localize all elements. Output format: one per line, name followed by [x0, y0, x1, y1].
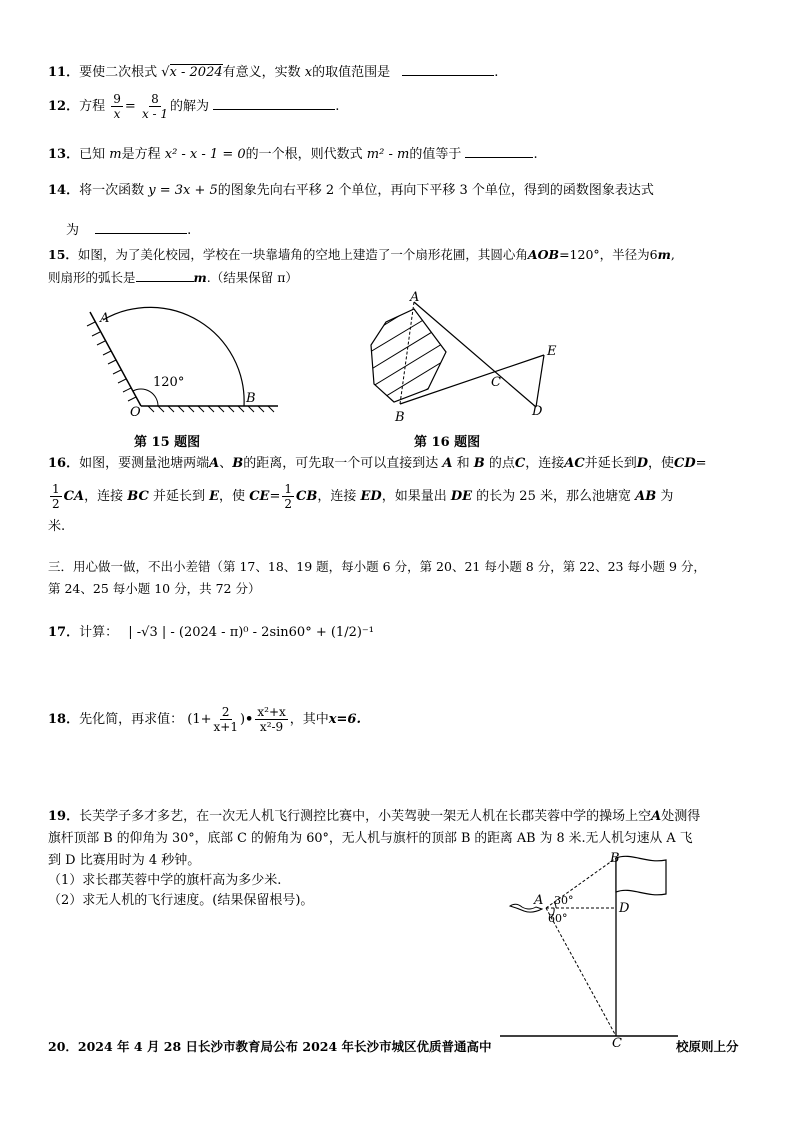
- figure-19: [496, 850, 686, 1050]
- q13-text-d: 的值等于: [409, 147, 462, 162]
- q15-unit-2: m: [193, 270, 207, 285]
- fig19-angle-30: 30°: [554, 894, 574, 907]
- q18-frac1-den: x+1: [213, 720, 238, 734]
- q18-dot: •: [245, 712, 254, 727]
- q14-text-b: 的图象先向右平移 2 个单位，再向下平移 3 个单位，得到的函数图象表达式: [217, 183, 654, 198]
- q16-frac2-den: 2: [284, 497, 292, 511]
- question-19-line2: 旗杆顶部 B 的仰角为 30°，底部 C 的俯角为 60°，无人机与旗杆的顶部 B 的距离 AB 为 8 米.无人机匀速从 A 飞: [48, 831, 693, 846]
- section-3-heading-line2: 第 24、25 每小题 10 分，共 72 分）: [48, 581, 261, 596]
- fig15-label-b: B: [246, 391, 256, 406]
- q19-subquestion-1: （1）求长郡芙蓉中学的旗杆高为多少米.: [48, 873, 282, 888]
- q16-ed: ED: [360, 489, 382, 504]
- q11-sqrt: √x - 2024: [161, 65, 223, 80]
- fig16-label-e: E: [547, 344, 557, 359]
- fig15-label-a: A: [100, 311, 110, 326]
- q13-text-b: 是方程: [121, 147, 161, 162]
- q16-ac: AC: [564, 456, 585, 471]
- fig15-caption: 第 15 题图: [134, 435, 201, 450]
- question-12: [48, 92, 339, 121]
- q18-number: 18．: [48, 712, 80, 727]
- question-17: [48, 624, 374, 642]
- q16-t2a: ，连接: [84, 489, 124, 504]
- q16-b2: B: [473, 456, 485, 471]
- fig19-label-c: C: [612, 1036, 622, 1050]
- q16-frac1-num: 1: [52, 482, 60, 496]
- q13-text-a: 已知: [79, 147, 106, 162]
- q13-number: 13．: [48, 147, 80, 162]
- q16-t2h: 为: [660, 489, 674, 504]
- q20-tail-text: 校原则上分: [676, 1039, 739, 1054]
- q11-text-b: 有意义，实数: [222, 65, 301, 80]
- q15-text-2a: 则扇形的弧长是: [48, 270, 136, 285]
- q16-frac1-den: 2: [52, 497, 60, 511]
- question-13: [48, 144, 538, 164]
- q14-text-a: 将一次函数: [79, 183, 145, 198]
- q16-t1e: ，连接: [525, 456, 565, 471]
- q19-a: A: [651, 809, 662, 824]
- q15-text-1: 如图，为了美化校园，学校在一块靠墙角的空地上建造了一个扇形花圃，其圆心角: [77, 247, 528, 262]
- q16-d: D: [636, 456, 649, 471]
- q19-line1: 长芙学子多才多艺，在一次无人机飞行测控比赛中，小芙驾驶一架无人机在长郡芙蓉中学的操场上空: [79, 809, 652, 824]
- q11-text-c: 的取值范围是: [312, 65, 391, 80]
- q19-number: 19．: [48, 809, 80, 824]
- q12-f2-num: 8: [151, 92, 159, 106]
- q12-text-b: 的解为: [170, 99, 210, 114]
- q16-frac-1: [50, 482, 62, 511]
- q12-answer-blank[interactable]: [213, 96, 335, 110]
- question-16: [48, 455, 707, 473]
- question-16-line2: [48, 482, 673, 511]
- q18-frac-2: [255, 705, 287, 734]
- q16-t2d: =: [269, 489, 281, 504]
- question-19: [48, 808, 700, 826]
- q17-text-a: 计算：: [79, 625, 119, 640]
- fig15-label-o: O: [130, 405, 141, 420]
- q12-f1-num: 9: [113, 92, 121, 106]
- question-16-line3: 米.: [48, 519, 66, 534]
- q16-de: DE: [450, 489, 473, 504]
- q12-f2-den: x - 1: [141, 107, 169, 121]
- q13-var-m: m: [109, 147, 122, 162]
- q18-frac-1: [214, 705, 238, 734]
- question-15-line2: [48, 268, 298, 287]
- q14-end: .: [187, 223, 192, 238]
- q16-ce: CE: [249, 489, 270, 504]
- q16-t2g: 的长为 25 米，那么池塘宽: [476, 489, 631, 504]
- q16-t2b: 并延长到: [152, 489, 205, 504]
- q15-text-2c: .（结果保留 π）: [206, 270, 298, 285]
- q15-text-1b: =120°，半径为6: [559, 247, 658, 262]
- q16-bc: BC: [127, 489, 149, 504]
- q13-expression: m² - m: [366, 147, 410, 162]
- q16-t1f: 并延长到: [584, 456, 637, 471]
- fig16-label-d: D: [532, 404, 543, 419]
- q19-line1b: 处测得: [661, 809, 701, 824]
- fig16-label-c: C: [491, 375, 501, 390]
- q14-function: y = 3x + 5: [148, 183, 218, 198]
- q11-answer-blank[interactable]: [402, 62, 494, 76]
- fig16-label-a: A: [410, 290, 420, 305]
- q12-f1-den: x: [113, 107, 121, 121]
- q18-condition: x=6.: [328, 712, 361, 727]
- question-18: [48, 705, 361, 734]
- q16-t1c: 和: [456, 456, 470, 471]
- q15-number: 15．: [48, 247, 78, 262]
- q14-number: 14．: [48, 183, 80, 198]
- q16-e: E: [209, 489, 220, 504]
- q16-t1h: =: [695, 456, 707, 471]
- q15-unit: m: [657, 247, 671, 262]
- q15-aob: AOB: [527, 247, 560, 262]
- q16-t1b: 的距离，可先取一个可以直接到达: [243, 456, 439, 471]
- fig19-label-a: A: [534, 893, 544, 908]
- q17-number: 17．: [48, 625, 80, 640]
- question-15: [48, 246, 675, 264]
- figure-15: [78, 300, 288, 425]
- q14-answer-blank[interactable]: [95, 220, 187, 234]
- q16-c: C: [514, 456, 526, 471]
- question-20: [48, 1038, 492, 1056]
- q16-a2: A: [442, 456, 453, 471]
- q16-t2f: ，如果量出: [381, 489, 447, 504]
- q18-text-a: 先化简，再求值：: [79, 712, 184, 727]
- fig15-angle: 120°: [153, 375, 185, 390]
- question-14-line2: [66, 220, 191, 240]
- q11-radicand: x - 2024: [169, 65, 223, 80]
- q12-text-a: 方程: [79, 99, 106, 114]
- q18-frac2-den: x²-9: [259, 720, 284, 734]
- q12-fraction-1: [111, 92, 123, 121]
- q16-frac-2: [282, 482, 294, 511]
- q13-end: .: [533, 147, 538, 162]
- q18-frac2-num: x²+x: [257, 705, 286, 719]
- q16-frac2-num: 1: [284, 482, 292, 496]
- q18-text-b: ，其中: [289, 712, 329, 727]
- q13-equation: x² - x - 1 = 0: [164, 147, 246, 162]
- q16-cd: CD: [674, 456, 696, 471]
- q16-number: 16．: [48, 456, 80, 471]
- q16-t1d: 的点: [488, 456, 515, 471]
- fig19-label-d: D: [619, 901, 630, 916]
- question-11: [48, 62, 498, 82]
- fig16-caption: 第 16 题图: [414, 435, 481, 450]
- q12-fraction-2: [142, 92, 168, 121]
- q18-paren-open: (1+: [187, 712, 212, 727]
- q20-text: 20．2024 年 4 月 28 日长沙市教育局公布 2024 年长沙市城区优质普通高中: [48, 1039, 492, 1054]
- q16-t1: 如图，要测量池塘两端: [79, 456, 210, 471]
- q16-cb: CB: [296, 489, 318, 504]
- q19-subquestion-2: （2）求无人机的飞行速度。(结果保留根号)。: [48, 893, 314, 908]
- q17-expression: | -√3 | - (2024 - π)⁰ - 2sin60° + (1/2)⁻¹: [128, 625, 374, 640]
- q16-a: A: [209, 456, 220, 471]
- fig16-label-b: B: [395, 410, 405, 423]
- q13-answer-blank[interactable]: [465, 144, 533, 158]
- q18-paren-close: ): [239, 712, 246, 727]
- q16-ab: AB: [635, 489, 657, 504]
- q11-text-a: 要使二次根式: [79, 65, 158, 80]
- q11-var: x: [304, 65, 313, 80]
- fig19-label-b: B: [610, 851, 620, 866]
- q14-line2-text: 为: [66, 223, 80, 238]
- q16-t2c: ，使: [219, 489, 246, 504]
- q18-frac1-num: 2: [221, 705, 230, 719]
- figure-16: [360, 288, 560, 423]
- fig19-angle-60: 60°: [548, 912, 568, 925]
- q16-t1g: ，使: [648, 456, 675, 471]
- q12-number: 12．: [48, 99, 80, 114]
- q11-end: .: [494, 65, 499, 80]
- q11-number: 11．: [48, 65, 80, 80]
- question-19-line3: 到 D 比赛用时为 4 秒钟。: [48, 853, 201, 868]
- q12-end: .: [335, 99, 340, 114]
- q16-ca: CA: [63, 489, 85, 504]
- q16-t2e: ，连接: [317, 489, 357, 504]
- section-3-heading: 三．用心做一做，不出小差错（第 17、18、19 题，每小题 6 分，第 20、21 每小题 8 分，第 22、23 每小题 9 分，: [48, 559, 706, 574]
- q16-b: B: [232, 456, 244, 471]
- q15-answer-blank[interactable]: [136, 268, 194, 282]
- q13-text-c: 的一个根，则代数式: [245, 147, 363, 162]
- q12-equals: =: [124, 99, 136, 114]
- q16-sep: 、: [219, 456, 233, 471]
- q15-text-1c: ,: [670, 247, 675, 262]
- question-14: [48, 182, 654, 200]
- question-20-tail: [676, 1038, 739, 1056]
